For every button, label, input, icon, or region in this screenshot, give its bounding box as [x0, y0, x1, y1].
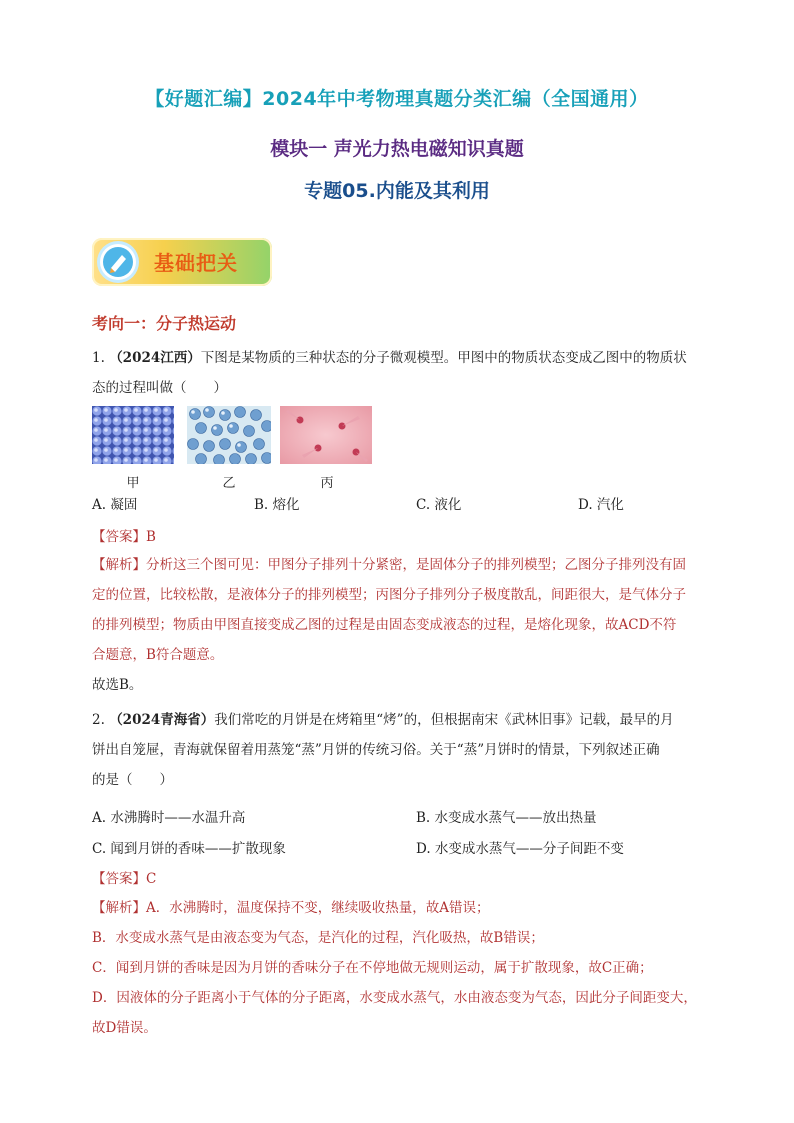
question-2-source: （2024青海省） [109, 712, 215, 728]
q2-analysis-line: 故D错误。 [92, 1020, 157, 1036]
module-title: 模块一 声光力热电磁知识真题 [270, 138, 524, 160]
q1-analysis-line: 定的位置，比较松散，是液体分子的排列模型；丙图分子排列分子极度散乱，间距很大，是气体分子 [92, 587, 686, 603]
q2-option-c[interactable]: C. 闻到月饼的香味——扩散现象 [92, 841, 286, 857]
question-2-stem [92, 705, 704, 795]
question-2-stem-line2: 饼出自笼屉，青海就保留着用蒸笼“蒸”月饼的传统习俗。关于“蒸”月饼时的情景，下列叙述正确 [92, 742, 660, 758]
q1-analysis-line: 的排列模型；物质由甲图直接变成乙图的过程是由固态变成液态的过程，是熔化现象，故ACD不符 [92, 617, 677, 633]
pen-badge-icon [100, 244, 136, 280]
q2-analysis-line: C．闻到月饼的香味是因为月饼的香味分子在不停地做无规则运动，属于扩散现象，故C正确； [92, 960, 653, 976]
banner-label: 基础把关 [154, 251, 238, 275]
q2-analysis-tag: 【解析】 [92, 900, 146, 916]
question-2-number: 2. [92, 712, 105, 728]
q1-option-c[interactable]: C. 液化 [416, 497, 462, 513]
question-2-answer [92, 867, 156, 887]
q2-analysis-line: A．水沸腾时，温度保持不变，继续吸收热量，故A错误； [146, 900, 490, 916]
q2-option-b[interactable]: B. 水变成水蒸气——放出热量 [416, 810, 597, 826]
topic-title: 专题05.内能及其利用 [304, 180, 490, 202]
question-1-source: （2024江西） [109, 350, 201, 366]
question-1-stem-line1: 下图是某物质的三种状态的分子微观模型。甲图中的物质状态变成乙图中的物质状 [200, 350, 687, 366]
question-1-analysis [92, 550, 704, 700]
figure-caption-bing: 丙 [320, 476, 334, 491]
q1-option-b[interactable]: B. 熔化 [254, 497, 300, 513]
question-1-stem [92, 343, 704, 403]
question-1-stem-line2: 态的过程叫做（ ） [92, 380, 227, 396]
liquid-model-image [187, 406, 271, 464]
question-2-analysis [92, 893, 704, 1043]
q2-answer-tag: 【答案】 [92, 871, 146, 887]
question-2-stem-line3: 的是（ ） [92, 772, 173, 788]
q1-answer-value: B [146, 529, 156, 545]
question-1-number: 1. [92, 350, 105, 366]
q1-option-d[interactable]: D. 汽化 [578, 497, 624, 513]
q2-option-a[interactable]: A. 水沸腾时——水温升高 [92, 810, 246, 826]
question-1-answer [92, 525, 156, 545]
figure-caption-yi: 乙 [222, 476, 236, 491]
gas-model-image [280, 406, 372, 464]
solid-model-image [92, 406, 174, 464]
q1-answer-tag: 【答案】 [92, 529, 146, 545]
question-2-stem-line1: 我们常吃的月饼是在烤箱里“烤”的，但根据南宋《武林旧事》记载，最早的月 [214, 712, 674, 728]
q1-option-a[interactable]: A. 凝固 [92, 497, 138, 513]
figure-caption-jia: 甲 [126, 476, 140, 491]
q1-analysis-tag: 【解析】 [92, 557, 146, 573]
q1-conclusion: 故选B。 [92, 677, 143, 693]
q1-analysis-line: 分析这三个图可见：甲图分子排列十分紧密，是固体分子的排列模型；乙图分子排列没有固 [146, 557, 686, 573]
q2-option-d[interactable]: D. 水变成水蒸气——分子间距不变 [416, 841, 624, 857]
q2-analysis-line: D．因液体的分子距离小于气体的分子距离，水变成水蒸气，水由液态变为气态，因此分子间距变大， [92, 990, 697, 1006]
section-banner [92, 238, 272, 286]
q1-analysis-line: 合题意，B符合题意。 [92, 647, 224, 663]
document-title: 【好题汇编】2024年中考物理真题分类汇编（全国通用） [145, 88, 649, 110]
q2-analysis-line: B．水变成水蒸气是由液态变为气态，是汽化的过程，汽化吸热，故B错误； [92, 930, 544, 946]
section-heading: 考向一：分子热运动 [92, 314, 237, 333]
q2-answer-value: C [146, 871, 157, 887]
